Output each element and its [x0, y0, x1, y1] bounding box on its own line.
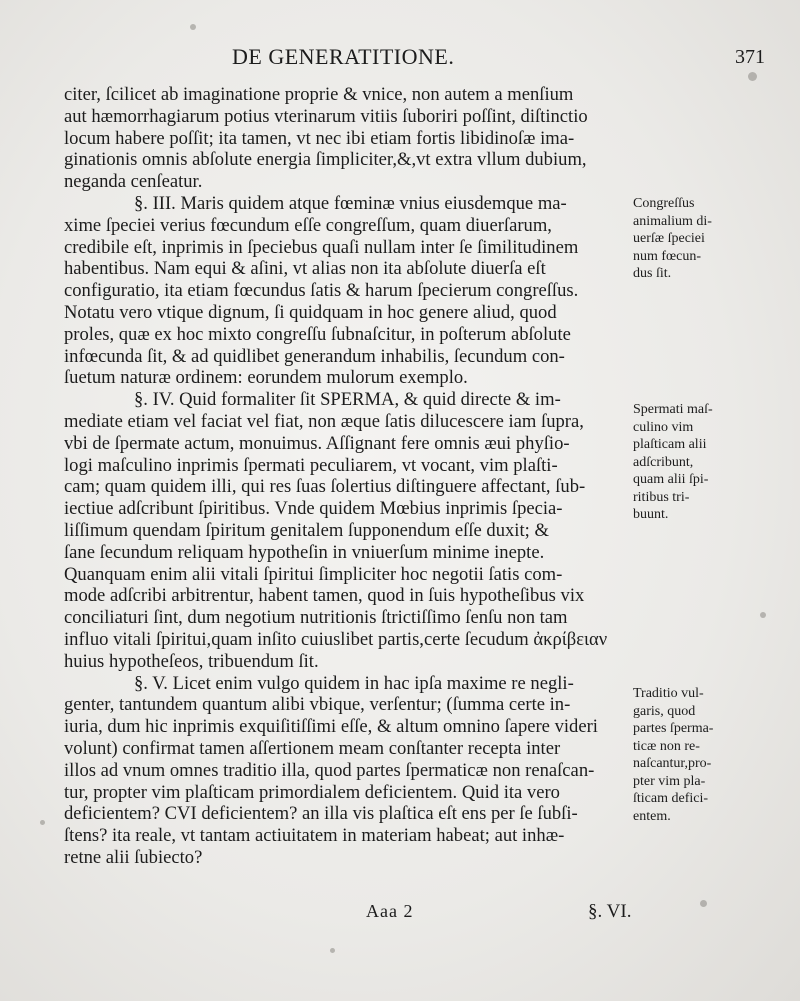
catchword: §. VI. [588, 901, 632, 922]
text-line: logi maſculino inprimis ſpermati peculiarem, vt vocant, vim plaſti- [64, 454, 558, 476]
text-line: mediate etiam vel faciat vel fiat, non æque ſatis dilucescere iam ſupra, [64, 410, 584, 432]
text-line: retne alii ſubiecto? [64, 846, 203, 868]
text-line: neganda cenſeatur. [64, 171, 203, 193]
text-line: huius hypotheſeos, tribuendum ſit. [64, 650, 319, 672]
text-line: genter, tantundem quantum alibi vbique, verſentur; (ſumma certe in- [64, 694, 571, 716]
margin-note-line: ſticam defici- [633, 791, 709, 806]
margin-note-congressus [633, 195, 793, 283]
margin-note-line: plaſticam alii [633, 437, 707, 452]
margin-note-line: Traditio vul- [633, 686, 704, 701]
text-line: credibile eſt, inprimis in ſpeciebus quaſi nullam inter ſe ſimilitudinem [64, 236, 579, 258]
margin-note-line: culino vim [633, 419, 694, 435]
margin-note-line: buunt. [633, 507, 669, 522]
paper-speck [760, 612, 766, 618]
text-line: volunt) confirmat tamen aſſertionem meam conſtanter recepta inter [64, 737, 561, 759]
paper-speck [748, 72, 757, 81]
margin-note-line: pter vim pla- [633, 773, 706, 789]
text-line: aut hæmorrhagiarum potius vterinarum vitiis ſuboriri poſſint, diſtinctio [64, 105, 588, 127]
text-line: habentibus. Nam equi & aſini, vt alias non ita abſolute diuerſa eſt [64, 258, 546, 280]
margin-note-line: naſcantur,pro- [633, 756, 712, 771]
margin-note-line: Spermati maſ- [633, 402, 713, 417]
paper-speck [40, 820, 45, 825]
margin-note-line: uerſæ ſpeciei [633, 231, 705, 246]
text-line: influo vitali ſpiritui,quam inſito cuiuslibet partis,certe ſecudum ἀκρίβειαν [64, 628, 608, 650]
text-line: citer, ſcilicet ab imaginatione proprie & vnice, non autem a menſium [64, 84, 574, 105]
text-line: locum habere poſſit; ita tamen, vt nec ibi etiam fortis libidinoſæ ima- [64, 127, 575, 149]
text-line: illos ad vnum omnes traditio illa, quod partes ſpermaticæ non renaſcan- [64, 759, 595, 781]
running-title: DE GENERATITIONE. [232, 44, 455, 69]
section-3-heading-line: §. III. Maris quidem atque fœminæ vnius eiusdemque ma- [134, 192, 567, 214]
margin-note-line: entem. [633, 808, 671, 824]
text-line: Notatu vero vtique dignum, ſi quidquam in hoc genere aliud, quod [64, 301, 557, 323]
margin-note-spermati [633, 401, 793, 524]
margin-note-line: Congreſſus [633, 196, 695, 211]
margin-note-line: animalium di- [633, 213, 712, 229]
text-line: vbi de ſpermate actum, monuimus. Aſſignant fere omnis æui phyſio- [64, 432, 570, 454]
main-text-block [64, 84, 626, 869]
text-line: ſane ſecundum reliquam hypotheſin in vniuerſum minime inepte. [64, 541, 545, 563]
text-line: tur, propter vim plaſticam primordialem deficientem. Quid ita vero [64, 781, 560, 803]
section-5-heading-line: §. V. Licet enim vulgo quidem in hac ipſa maxime re negli- [134, 672, 574, 694]
margin-note-line: garis, quod [633, 703, 696, 719]
text-line: ginationis omnis abſolute energia ſimpliciter,&,vt extra vllum dubium, [64, 149, 587, 171]
text-line: ſtens? ita reale, vt tantam actiuitatem in materiam habeat; aut inhæ- [64, 825, 565, 847]
margin-note-line: ticæ non re- [633, 738, 700, 754]
signature-mark: Aaa 2 [366, 901, 414, 921]
paper-speck [700, 900, 707, 907]
margin-note-line: dus ſit. [633, 266, 672, 281]
text-line: ſuetum naturæ ordinem: eorundem mulorum exemplo. [64, 367, 468, 389]
text-line: proles, quæ ex hoc mixto congreſſu ſubnaſcitur, in poſterum abſolute [64, 323, 571, 345]
margin-note-line: num fœcun- [633, 248, 702, 264]
margin-note-traditio [633, 685, 793, 825]
page-number: 371 [735, 46, 765, 68]
text-line: deficientem? CVI deficientem? an illa vis plaſtica eſt ens per ſe ſubſi- [64, 803, 578, 825]
text-line: cam; quam quidem illi, qui res ſuas ſolertius diſtinguere affectant, ſub- [64, 476, 586, 498]
text-line: iuria, dum hic inprimis exquiſitiſſimi eſſe, & altum omnino ſapere videri [64, 716, 598, 738]
text-line: configuratio, ita etiam fœcundus ſatis & harum ſpecierum congreſſus. [64, 280, 579, 302]
margin-note-line: quam alii ſpi- [633, 472, 709, 487]
margin-note-line: adſcribunt, [633, 454, 694, 470]
text-line: iectiue adſcribunt ſpiritibus. Vnde quidem Mœbius inprimis ſpecia- [64, 498, 563, 520]
text-line: Quanquam enim alii vitali ſpiritui ſimpliciter hoc negotii ſatis com- [64, 563, 563, 585]
section-4-heading-line: §. IV. Quid formaliter ſit SPERMA, & quid directe & im- [134, 389, 561, 411]
text-line: xime ſpeciei verius fœcundum eſſe congreſſum, quam diuerſarum, [64, 214, 552, 236]
text-line: mode adſcribi arbitrentur, habent tamen, quod in ſuis hypotheſibus vix [64, 585, 585, 607]
paper-speck [190, 24, 196, 30]
margin-note-line: ritibus tri- [633, 489, 690, 505]
text-line: liſſimum quendam ſpiritum genitalem ſupponendum eſſe duxit; & [64, 519, 549, 541]
text-line: infœcunda ſit, & ad quidlibet generandum inhabilis, ſecundum con- [64, 345, 565, 367]
paper-speck [330, 948, 335, 953]
margin-note-line: partes ſperma- [633, 721, 714, 736]
text-line: conciliaturi ſint, dum negotium nutritionis ſtrictiſſimo ſenſu non tam [64, 607, 568, 629]
